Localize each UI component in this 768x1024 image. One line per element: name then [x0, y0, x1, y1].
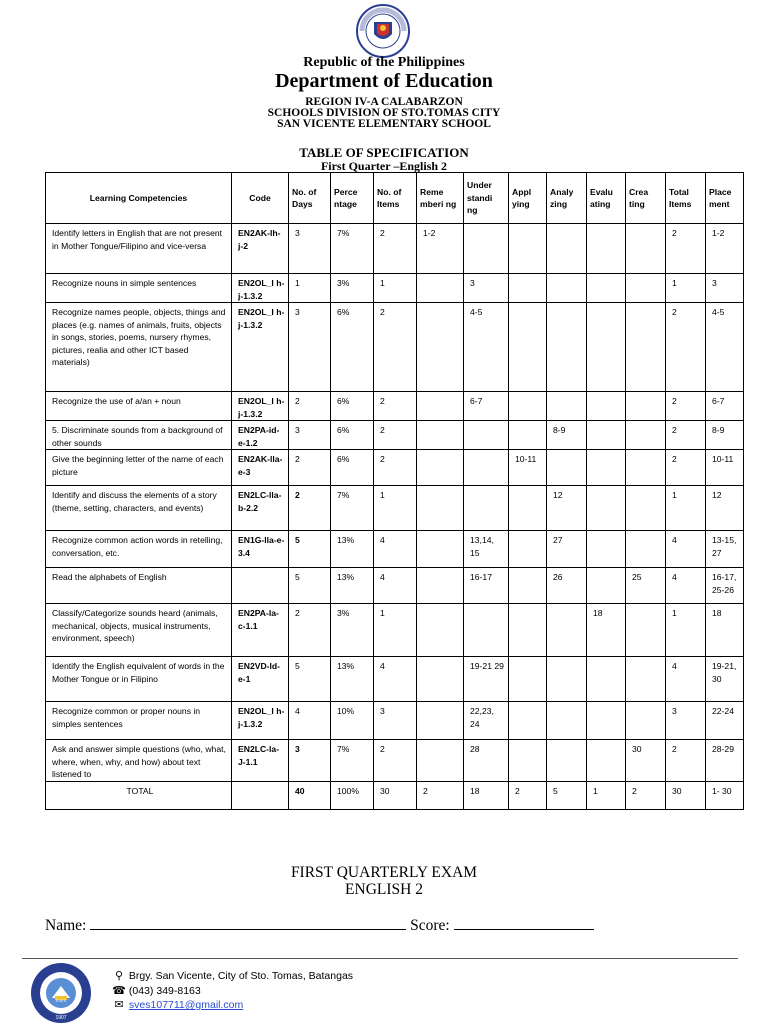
cell-percentage: 6%: [331, 392, 374, 421]
name-label: Name:: [45, 917, 87, 934]
name-score-line: [45, 915, 594, 935]
cell-analyzing: 26: [547, 568, 587, 604]
table-row: [46, 740, 744, 782]
cell-creating: [626, 450, 666, 486]
cell-competency: Identify the English equivalent of words in the Mother Tongue or in Filipino: [46, 657, 232, 702]
cell-evaluating: [587, 421, 626, 450]
total-days: 40: [289, 781, 331, 809]
cell-applying: [509, 657, 547, 702]
cell-placement: 3: [706, 274, 744, 303]
department-title: Department of Education: [275, 70, 493, 92]
table-row: [46, 224, 744, 274]
cell-days: 2: [289, 392, 331, 421]
address-text: Brgy. San Vicente, City of Sto. Tomas, Batangas: [128, 970, 354, 982]
cell-creating: [626, 303, 666, 392]
cell-percentage: 13%: [331, 568, 374, 604]
cell-creating: [626, 224, 666, 274]
cell-applying: [509, 224, 547, 274]
cell-competency: Give the beginning letter of the name of each picture: [46, 450, 232, 486]
cell-placement: 28-29: [706, 740, 744, 782]
cell-evaluating: [587, 303, 626, 392]
total-percentage: 100%: [331, 781, 374, 809]
cell-competency: 5. Discriminate sounds from a background of other sounds: [46, 421, 232, 450]
cell-analyzing: [547, 702, 587, 740]
cell-applying: [509, 274, 547, 303]
footer-address: [112, 969, 353, 982]
cell-creating: [626, 702, 666, 740]
cell-placement: 12: [706, 486, 744, 531]
cell-placement: 10-11: [706, 450, 744, 486]
cell-analyzing: 12: [547, 486, 587, 531]
republic-line: Republic of the Philippines: [303, 55, 465, 70]
cell-competency: Recognize common action words in retelling, conversation, etc.: [46, 531, 232, 568]
region-line: REGION IV-A CALABARZON: [305, 96, 463, 108]
cell-code: EN1G-lla-e-3.4: [232, 531, 289, 568]
cell-creating: [626, 274, 666, 303]
cell-applying: [509, 303, 547, 392]
cell-understanding: [464, 604, 509, 657]
cell-applying: [509, 568, 547, 604]
cell-creating: 30: [626, 740, 666, 782]
total-remembering: 2: [417, 781, 464, 809]
cell-items: 2: [374, 740, 417, 782]
cell-days: 2: [289, 450, 331, 486]
cell-items: 2: [374, 224, 417, 274]
table-row: [46, 486, 744, 531]
cell-percentage: 7%: [331, 486, 374, 531]
cell-evaluating: [587, 274, 626, 303]
total-evaluating: 1: [587, 781, 626, 809]
total-code-empty: [232, 781, 289, 809]
cell-analyzing: 8-9: [547, 421, 587, 450]
footer-phone: [112, 984, 201, 997]
cell-days: 5: [289, 568, 331, 604]
cell-code: EN2OL_I h-j-1.3.2: [232, 274, 289, 303]
cell-percentage: 13%: [331, 531, 374, 568]
cell-total-items: 2: [666, 392, 706, 421]
cell-code: EN2VD-ld-e-1: [232, 657, 289, 702]
table-row: [46, 657, 744, 702]
cell-analyzing: [547, 740, 587, 782]
cell-percentage: 7%: [331, 224, 374, 274]
cell-days: 3: [289, 421, 331, 450]
cell-remembering: [417, 486, 464, 531]
total-analyzing: 5: [547, 781, 587, 809]
cell-analyzing: [547, 450, 587, 486]
cell-items: 2: [374, 450, 417, 486]
cell-remembering: [417, 740, 464, 782]
col-header-remembering: Reme mberi ng: [417, 173, 464, 224]
score-blank-field[interactable]: [454, 915, 594, 930]
cell-days: 4: [289, 702, 331, 740]
cell-total-items: 1: [666, 486, 706, 531]
cell-applying: [509, 604, 547, 657]
total-understanding: 18: [464, 781, 509, 809]
tos-subtitle: First Quarter –English 2: [320, 159, 448, 173]
table-row: [46, 421, 744, 450]
phone-text: (043) 349-8163: [128, 985, 201, 997]
cell-items: 4: [374, 568, 417, 604]
cell-percentage: 3%: [331, 274, 374, 303]
cell-competency: Recognize the use of a/an + noun: [46, 392, 232, 421]
score-label: Score:: [410, 917, 450, 934]
cell-items: 4: [374, 657, 417, 702]
cell-understanding: [464, 486, 509, 531]
cell-items: 2: [374, 392, 417, 421]
cell-days: 3: [289, 224, 331, 274]
total-items: 30: [374, 781, 417, 809]
total-applying: 2: [509, 781, 547, 809]
cell-applying: [509, 486, 547, 531]
cell-creating: [626, 531, 666, 568]
col-header-days: No. of Days: [289, 173, 331, 224]
cell-understanding: [464, 224, 509, 274]
cell-competency: Read the alphabets of English: [46, 568, 232, 604]
cell-applying: [509, 392, 547, 421]
exam-subject: ENGLISH 2: [345, 881, 423, 898]
cell-days: 3: [289, 740, 331, 782]
cell-applying: [509, 740, 547, 782]
cell-days: 2: [289, 486, 331, 531]
cell-evaluating: [587, 531, 626, 568]
cell-understanding: 16-17: [464, 568, 509, 604]
cell-items: 1: [374, 274, 417, 303]
location-pin-icon: ⚲: [114, 970, 124, 982]
school-line: SAN VICENTE ELEMENTARY SCHOOL: [277, 118, 491, 130]
deped-seal-logo: [352, 4, 414, 58]
cell-days: 5: [289, 657, 331, 702]
col-header-items: No. of Items: [374, 173, 417, 224]
cell-placement: 13-15, 27: [706, 531, 744, 568]
school-logo-year: 1907: [55, 1015, 67, 1021]
cell-items: 1: [374, 486, 417, 531]
table-row: [46, 303, 744, 392]
cell-remembering: [417, 568, 464, 604]
cell-competency: Recognize names people, objects, things and places (e.g. names of animals, fruits, objects in songs, stories, poems, nursery rhymes, pictures, realia and other ICT based materials): [46, 303, 232, 392]
col-header-percentage: Perce ntage: [331, 173, 374, 224]
cell-understanding: 3: [464, 274, 509, 303]
envelope-icon: ✉: [114, 999, 124, 1011]
cell-creating: [626, 486, 666, 531]
cell-total-items: 4: [666, 531, 706, 568]
cell-items: 4: [374, 531, 417, 568]
cell-placement: 6-7: [706, 392, 744, 421]
cell-total-items: 1: [666, 604, 706, 657]
total-creating: 2: [626, 781, 666, 809]
cell-total-items: 2: [666, 303, 706, 392]
col-header-creating: Crea ting: [626, 173, 666, 224]
cell-evaluating: [587, 450, 626, 486]
cell-days: 3: [289, 303, 331, 392]
cell-evaluating: [587, 486, 626, 531]
cell-total-items: 2: [666, 421, 706, 450]
cell-days: 5: [289, 531, 331, 568]
cell-creating: [626, 604, 666, 657]
cell-understanding: 22,23, 24: [464, 702, 509, 740]
cell-remembering: [417, 702, 464, 740]
cell-items: 1: [374, 604, 417, 657]
cell-placement: 19-21, 30: [706, 657, 744, 702]
footer-email: [112, 998, 243, 1011]
cell-code: EN2OL_I h-j-1.3.2: [232, 392, 289, 421]
cell-items: 3: [374, 702, 417, 740]
specification-table: [45, 172, 744, 810]
cell-understanding: 28: [464, 740, 509, 782]
table-row: [46, 702, 744, 740]
cell-creating: [626, 657, 666, 702]
col-header-competency: Learning Competencies: [46, 173, 232, 224]
cell-analyzing: [547, 392, 587, 421]
col-header-code: Code: [232, 173, 289, 224]
cell-evaluating: [587, 392, 626, 421]
cell-analyzing: [547, 604, 587, 657]
school-logo-initials: SVES: [55, 998, 67, 1003]
cell-remembering: [417, 274, 464, 303]
cell-analyzing: [547, 303, 587, 392]
cell-applying: [509, 531, 547, 568]
cell-code: [232, 568, 289, 604]
cell-creating: [626, 421, 666, 450]
cell-placement: 1-2: [706, 224, 744, 274]
cell-analyzing: [547, 274, 587, 303]
cell-code: EN2AK-lh-j-2: [232, 224, 289, 274]
cell-days: 2: [289, 604, 331, 657]
cell-understanding: 13,14, 15: [464, 531, 509, 568]
cell-remembering: [417, 421, 464, 450]
total-placement: 1- 30: [706, 781, 744, 809]
total-label: TOTAL: [46, 781, 232, 809]
cell-code: EN2PA-id-e-1.2: [232, 421, 289, 450]
cell-percentage: 3%: [331, 604, 374, 657]
cell-remembering: 1-2: [417, 224, 464, 274]
exam-title: FIRST QUARTERLY EXAM: [290, 864, 478, 881]
cell-remembering: [417, 392, 464, 421]
cell-applying: [509, 702, 547, 740]
table-row: [46, 604, 744, 657]
cell-percentage: 6%: [331, 450, 374, 486]
cell-days: 1: [289, 274, 331, 303]
col-header-total-items: Total Items: [666, 173, 706, 224]
cell-percentage: 13%: [331, 657, 374, 702]
col-header-analyzing: Analy zing: [547, 173, 587, 224]
division-line: SCHOOLS DIVISION OF STO.TOMAS CITY: [267, 107, 501, 119]
cell-percentage: 6%: [331, 303, 374, 392]
cell-applying: 10-11: [509, 450, 547, 486]
cell-percentage: 10%: [331, 702, 374, 740]
cell-placement: 4-5: [706, 303, 744, 392]
cell-evaluating: [587, 740, 626, 782]
table-header-row: [46, 173, 744, 224]
tos-title: TABLE OF SPECIFICATION: [299, 145, 469, 160]
cell-remembering: [417, 531, 464, 568]
col-header-placement: Place ment: [706, 173, 744, 224]
table-row: [46, 450, 744, 486]
cell-total-items: 2: [666, 224, 706, 274]
cell-placement: 22-24: [706, 702, 744, 740]
col-header-understanding: Under standi ng: [464, 173, 509, 224]
cell-understanding: [464, 450, 509, 486]
cell-total-items: 4: [666, 657, 706, 702]
table-row: [46, 568, 744, 604]
cell-remembering: [417, 303, 464, 392]
table-total-row: [46, 781, 744, 809]
cell-total-items: 2: [666, 450, 706, 486]
col-header-evaluating: Evalu ating: [587, 173, 626, 224]
cell-creating: [626, 392, 666, 421]
cell-understanding: 19-21 29: [464, 657, 509, 702]
cell-code: EN2PA-la-c-1.1: [232, 604, 289, 657]
cell-understanding: [464, 421, 509, 450]
cell-total-items: 3: [666, 702, 706, 740]
cell-analyzing: [547, 224, 587, 274]
cell-competency: Identify letters in English that are not present in Mother Tongue/Filipino and vice-versa: [46, 224, 232, 274]
cell-items: 2: [374, 421, 417, 450]
col-header-applying: Appl ying: [509, 173, 547, 224]
cell-evaluating: [587, 568, 626, 604]
total-total-items: 30: [666, 781, 706, 809]
cell-total-items: 1: [666, 274, 706, 303]
cell-evaluating: [587, 657, 626, 702]
cell-placement: 8-9: [706, 421, 744, 450]
cell-code: EN2LC-la-J-1.1: [232, 740, 289, 782]
cell-competency: Recognize nouns in simple sentences: [46, 274, 232, 303]
cell-code: EN2LC-lla-b-2.2: [232, 486, 289, 531]
cell-placement: 18: [706, 604, 744, 657]
cell-total-items: 4: [666, 568, 706, 604]
cell-evaluating: [587, 224, 626, 274]
cell-remembering: [417, 604, 464, 657]
school-logo: [30, 962, 92, 1024]
cell-code: EN2OL_I h-j-1.3.2: [232, 702, 289, 740]
cell-placement: 16-17, 25-26: [706, 568, 744, 604]
cell-evaluating: [587, 702, 626, 740]
cell-code: EN2AK-lla-e-3: [232, 450, 289, 486]
cell-understanding: 6-7: [464, 392, 509, 421]
cell-applying: [509, 421, 547, 450]
cell-competency: Recognize common or proper nouns in simples sentences: [46, 702, 232, 740]
table-row: [46, 274, 744, 303]
telephone-icon: ☎: [112, 985, 126, 997]
table-row: [46, 392, 744, 421]
cell-remembering: [417, 657, 464, 702]
table-row: [46, 531, 744, 568]
cell-evaluating: 18: [587, 604, 626, 657]
cell-analyzing: [547, 657, 587, 702]
cell-total-items: 2: [666, 740, 706, 782]
cell-creating: 25: [626, 568, 666, 604]
cell-understanding: 4-5: [464, 303, 509, 392]
cell-items: 2: [374, 303, 417, 392]
footer-divider: [22, 958, 738, 959]
email-link[interactable]: sves107711@gmail.com: [128, 999, 244, 1011]
cell-percentage: 7%: [331, 740, 374, 782]
cell-competency: Ask and answer simple questions (who, what, where, when, why, and how) about text listened to: [46, 740, 232, 782]
cell-competency: Classify/Categorize sounds heard (animals, mechanical, objects, musical instruments, environment, speech): [46, 604, 232, 657]
cell-percentage: 6%: [331, 421, 374, 450]
cell-analyzing: 27: [547, 531, 587, 568]
cell-competency: Identify and discuss the elements of a story (theme, setting, characters, and events): [46, 486, 232, 531]
cell-code: EN2OL_I h-j-1.3.2: [232, 303, 289, 392]
name-blank-field[interactable]: [90, 915, 406, 930]
cell-remembering: [417, 450, 464, 486]
